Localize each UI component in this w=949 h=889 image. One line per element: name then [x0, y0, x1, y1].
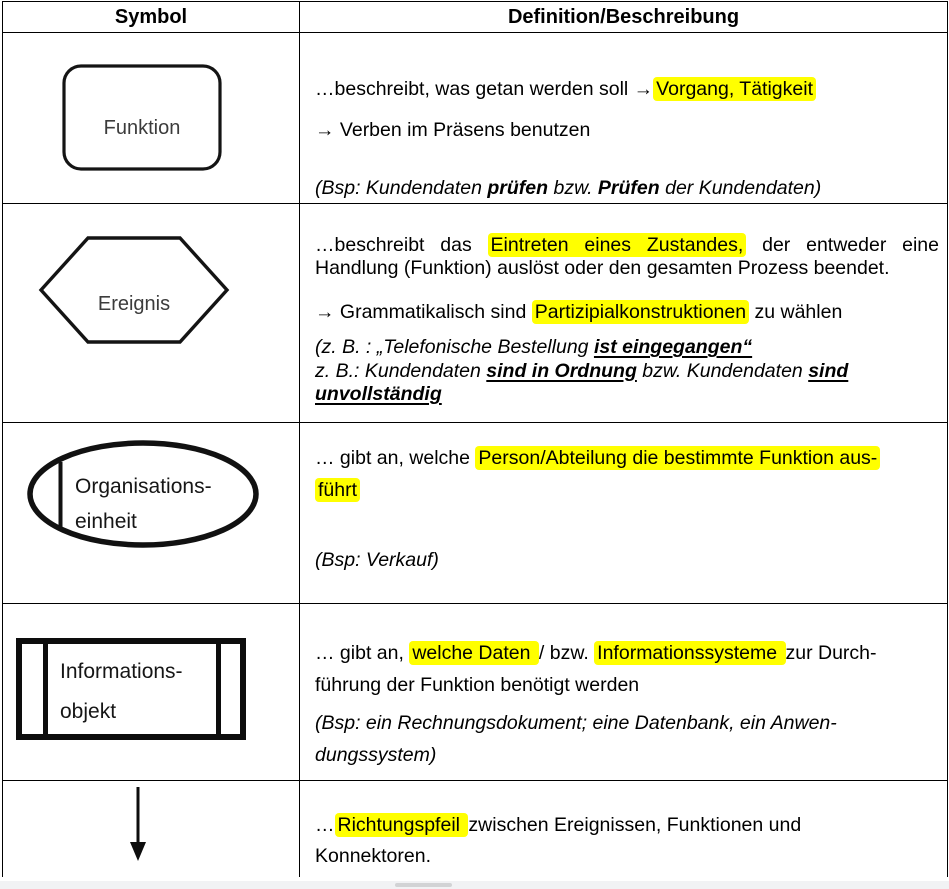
header-symbol: Symbol: [3, 2, 300, 33]
table-row-organisationseinheit: [3, 423, 948, 604]
definition-example: (Bsp: Kundendaten prüfen bzw. Prüfen der Kundendaten): [315, 176, 822, 199]
definition-paragraph: …beschreibt, was getan werden soll → Vorgang, Tätigkeit: [315, 77, 939, 101]
symbol-informationsobjekt: [16, 638, 246, 740]
table-row-ereignis: [3, 204, 948, 423]
symbol-label: Informations- objekt: [60, 660, 183, 723]
definition-example: (Bsp: ein Rechnungsdokument; eine Datenbank, ein Anwen- dungssystem): [315, 712, 837, 766]
horizontal-scrollbar-track[interactable]: [0, 881, 949, 889]
definition-cell: [300, 781, 948, 878]
definition-example: (Bsp: Verkauf): [315, 548, 439, 571]
definition-paragraph: … gibt an, welche Person/Abteilung die bestimmte Funktion aus- führt: [315, 443, 939, 507]
symbol-cell: [3, 781, 300, 878]
definition-paragraph: … Richtungspfeil zwischen Ereignissen, Funktionen und Konnektoren.: [315, 814, 802, 868]
definition-paragraph: → Verben im Präsens benutzen: [315, 119, 591, 142]
table-row-funktion: [3, 33, 948, 204]
definition-example: (z. B. : „Telefonische Bestellung ist eingegangen“ z. B.: Kundendaten sind in Ordnung bzw. Kundendaten sind unvollständig: [315, 336, 849, 405]
definition-paragraph: …beschreibt das Eintreten eines Zustandes, der entweder eine Handlung (Funktion) auslöst oder den gesamten Prozess beendet.: [315, 234, 939, 280]
symbol-funktion: [62, 64, 222, 171]
header-definition: Definition/Beschreibung: [300, 2, 948, 33]
symbol-cell: [3, 33, 300, 204]
horizontal-scrollbar-thumb[interactable]: [395, 883, 452, 887]
symbol-label: Ereignis: [97, 292, 171, 315]
symbol-cell: [3, 604, 300, 781]
definition-cell: [300, 33, 948, 204]
down-arrow-icon: [123, 785, 153, 865]
symbol-richtungspfeil: [123, 785, 153, 865]
symbol-ereignis: [38, 235, 230, 345]
symbol-label: Organisations- einheit: [75, 475, 212, 533]
definition-paragraph: … gibt an, welche Daten / bzw. Informationssysteme zur Durch- führung der Funktion benötigt werden: [315, 642, 877, 696]
table-row-richtungspfeil: [3, 781, 948, 878]
symbol-cell: [3, 204, 300, 423]
symbol-cell: [3, 423, 300, 604]
table-row-informationsobjekt: [3, 604, 948, 781]
definition-paragraph: → Grammatikalisch sind Partizipialkonstruktionen zu wählen: [315, 300, 843, 323]
symbol-label: Funktion: [103, 117, 181, 139]
symbol-organisationseinheit: [26, 440, 260, 548]
symbol-definition-table: [2, 1, 948, 877]
definition-cell: [300, 604, 948, 781]
definition-cell: [300, 423, 948, 604]
definition-cell: [300, 204, 948, 423]
header-row: [3, 2, 948, 33]
